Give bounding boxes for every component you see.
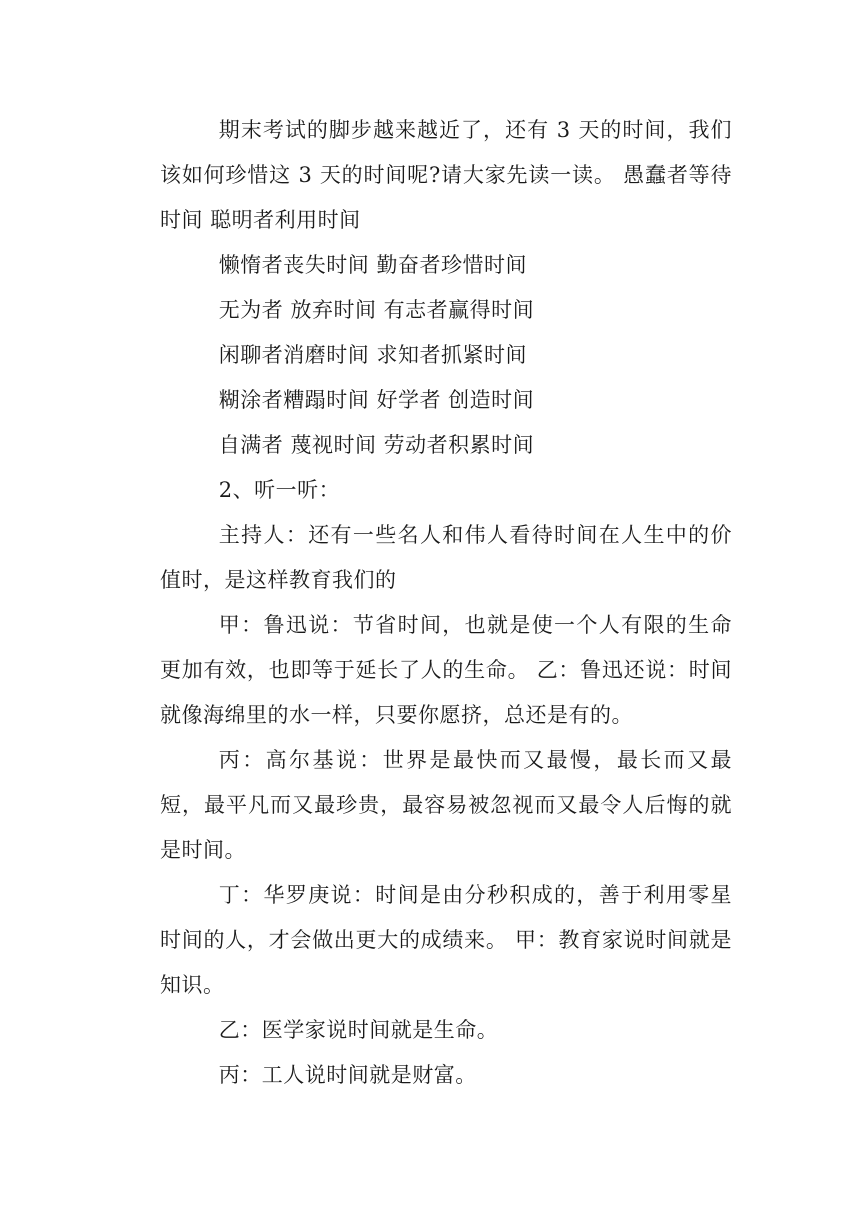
paragraph-gorky: 丙：高尔基说：世界是最快而又最慢，最长而又最短，最平凡而又最珍贵，最容易被忽视而又最令人后悔的就是时间。 [160,748,732,862]
paragraph-maxim-chat: 闲聊者消磨时间 求知者抓紧时间 [218,343,527,367]
document-body [160,108,732,1098]
paragraph-host: 主持人：还有一些名人和伟人看待时间在人生中的价值时，是这样教育我们的 [160,523,732,592]
paragraph-maxim-idle: 无为者 放弃时间 有志者赢得时间 [218,298,535,322]
paragraph-maxim-muddled: 糊涂者糟蹋时间 好学者 创造时间 [218,388,535,412]
paragraph-doctor: 乙：医学家说时间就是生命。 [218,1018,499,1042]
paragraph-maxim-lazy: 懒惰者丧失时间 勤奋者珍惜时间 [218,253,527,277]
paragraph-maxim-conceited: 自满者 蔑视时间 劳动者积累时间 [218,433,535,457]
paragraph-worker: 丙：工人说时间就是财富。 [218,1063,477,1087]
paragraph-intro: 期末考试的脚步越来越近了，还有 3 天的时间，我们该如何珍惜这 3 天的时间呢?请大家先读一读。 愚蠢者等待时间 聪明者利用时间 [160,118,732,232]
section-heading-listen: 2、听一听： [218,478,341,502]
paragraph-hualuogeng: 丁：华罗庚说：时间是由分秒积成的，善于利用零星时间的人，才会做出更大的成绩来。 甲：教育家说时间就是知识。 [160,883,732,997]
paragraph-luxun: 甲：鲁迅说：节省时间，也就是使一个人有限的生命更加有效，也即等于延长了人的生命。 乙：鲁迅还说：时间就像海绵里的水一样，只要你愿挤，总还是有的。 [160,613,732,727]
